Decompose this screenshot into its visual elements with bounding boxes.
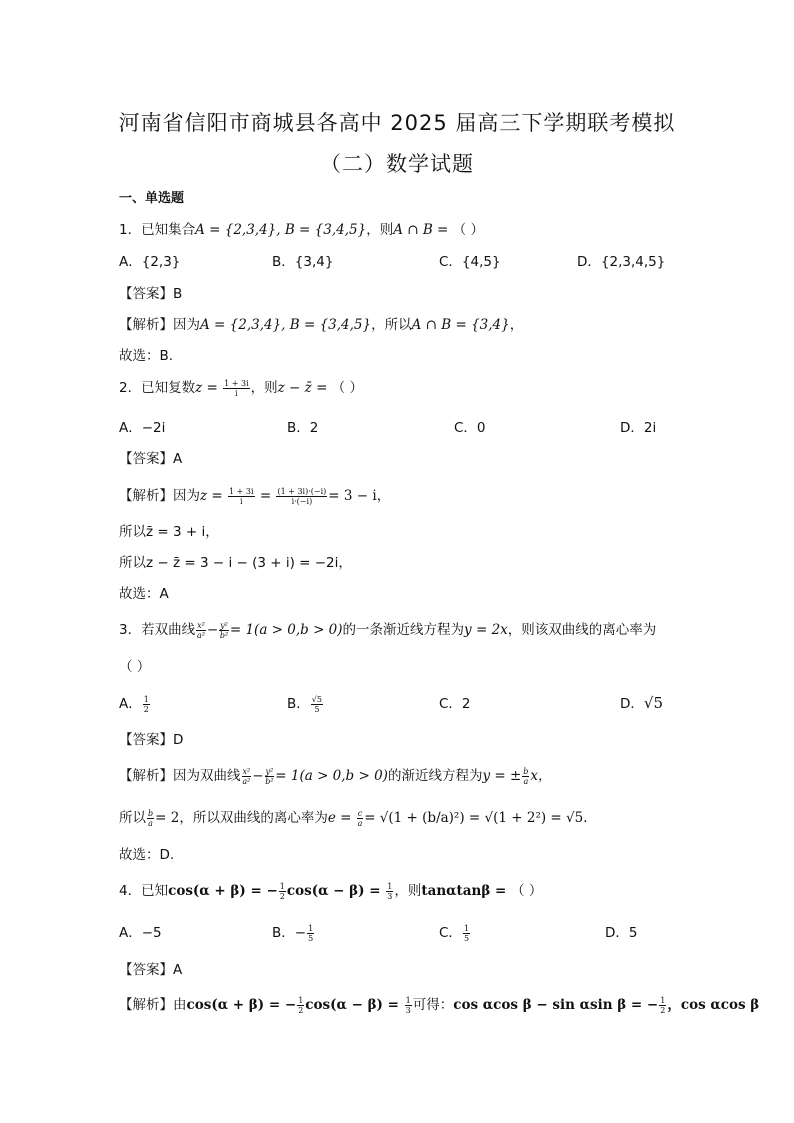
q3-option-a: A． $\frac{1}{2}$ bbox=[119, 694, 149, 714]
q2-analysis-line2: 所以z̄ = 3 + i， bbox=[119, 524, 219, 540]
q1-analysis: 【解析】因为A = {2,3,4}, B = {3,4,5}，所以A ∩ B = {3,4}， bbox=[119, 317, 524, 333]
q3-stem: 3．若双曲线 $\frac{\text{x²}}{\text{a²}}$ − $\frac{\text{y²}}{\text{b²}}$ = 1(a > 0,b > 0)的一条渐近线方程为y = 2x，则该双曲线的离心率为 bbox=[119, 620, 657, 640]
page-title-line2: （二）数学试题 bbox=[320, 152, 474, 176]
q3-answer: 【答案】D bbox=[119, 732, 184, 748]
q3-conclusion: 故选：D. bbox=[119, 847, 175, 863]
page-title-line1: 河南省信阳市商城县各高中 2025 届高三下学期联考模拟 bbox=[118, 111, 676, 135]
q1-option-b: B．{3,4} bbox=[272, 254, 334, 270]
q2-fraction: $\frac{1 + 3i}{i}$ bbox=[224, 378, 249, 398]
q4-stem: 4．已知cos(α + β) = − $\frac{1}{2}$ cos(α − β) = $\frac{1}{3}$ ，则tanαtanβ = （ ） bbox=[119, 881, 543, 901]
q3-option-d: D．√5 bbox=[620, 694, 664, 712]
q4-option-a: A．−5 bbox=[119, 925, 162, 941]
q2-answer: 【答案】A bbox=[119, 451, 183, 467]
q4-answer: 【答案】A bbox=[119, 962, 183, 978]
q1-option-c: C．{4,5} bbox=[439, 254, 501, 270]
q1-stem: 1．已知集合A = {2,3,4}, B = {3,4,5}，则A ∩ B = （ ） bbox=[119, 222, 484, 238]
q3-option-c: C．2 bbox=[439, 696, 471, 712]
q2-option-c: C．0 bbox=[454, 420, 486, 436]
q3-option-b: B． $\frac{√5}{5}$ bbox=[287, 694, 322, 714]
q3-stem-tail: （ ） bbox=[119, 659, 151, 675]
q2-option-b: B．2 bbox=[287, 420, 319, 436]
q1-conclusion: 故选：B. bbox=[119, 348, 174, 364]
q3-analysis-line2: 所以 $\frac{b}{a}$ = 2，所以双曲线的离心率为e = $\frac{c}{a}$ = √(1 + (b/a)²) = √(1 + 2²) = √5. bbox=[119, 808, 588, 828]
q2-analysis-line3: 所以z − z̄ = 3 − i − (3 + i) = −2i， bbox=[119, 555, 352, 571]
q2-option-d: D．2i bbox=[620, 420, 657, 436]
q4-analysis: 【解析】由cos(α + β) = − $\frac{1}{2}$ cos(α − β) = $\frac{1}{3}$ 可得：cos αcos β − sin αsin β = − $\frac{1}{2}$ ，cos αcos β bbox=[119, 995, 760, 1015]
q3-analysis: 【解析】因为双曲线 $\frac{\text{x²}}{\text{a²}}$ − $\frac{\text{y²}}{\text{b²}}$ = 1(a > 0,b > 0)的渐近线方程为y = ± $\frac{b}{a}$ x， bbox=[119, 766, 552, 786]
q1-option-a: A．{2,3} bbox=[119, 254, 181, 270]
q2-conclusion: 故选：A bbox=[119, 586, 169, 602]
q1-answer: 【答案】B bbox=[119, 286, 183, 302]
section-heading: 一、单选题 bbox=[119, 191, 185, 206]
q2-option-a: A．−2i bbox=[119, 420, 166, 436]
q4-option-c: C． $\frac{1}{5}$ bbox=[439, 923, 470, 943]
q1-option-d: D．{2,3,4,5} bbox=[577, 254, 666, 270]
q2-analysis: 【解析】因为z = $\frac{1 + 3i}{i}$ = $\frac{(1 + 3i)\cdot(-i)}{i\cdot(-i)}$ = 3 − i， bbox=[119, 486, 391, 506]
q2-stem: 2．已知复数z = $\frac{1 + 3i}{i}$ ，则z − z̄ = （ ） bbox=[119, 378, 363, 398]
q4-option-d: D．5 bbox=[605, 925, 638, 941]
q4-option-b: B．− $\frac{1}{5}$ bbox=[272, 923, 314, 943]
